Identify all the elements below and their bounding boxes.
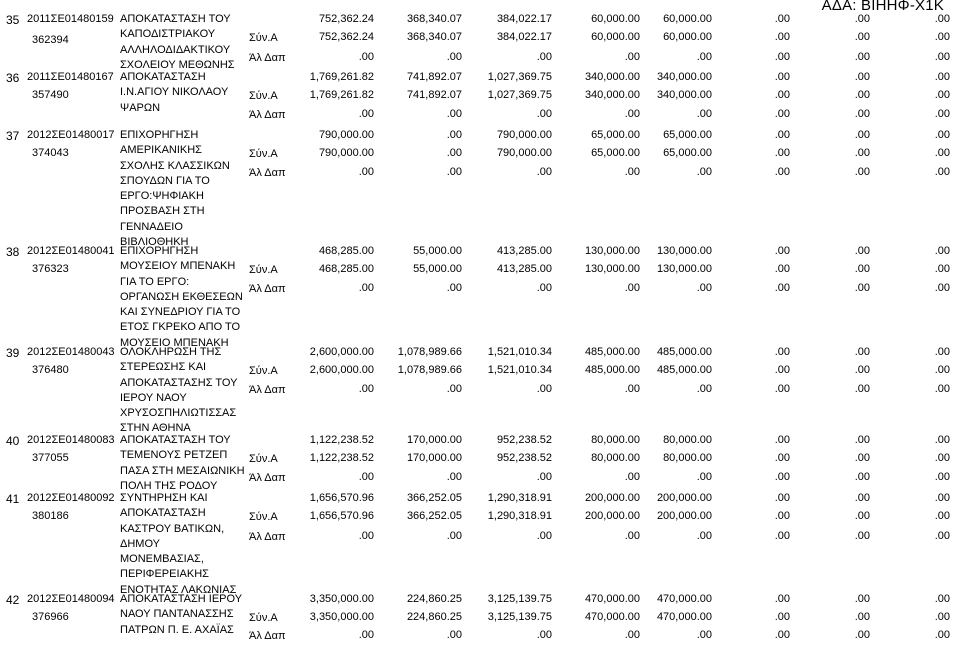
project-subcode: 380186 bbox=[32, 510, 69, 522]
row-label: Σύν.Α bbox=[249, 453, 278, 465]
row-label: Σύν.Α bbox=[249, 365, 278, 377]
amount-cell: .00 bbox=[446, 129, 462, 141]
amount-cell: .00 bbox=[774, 452, 790, 464]
project-code: 2012ΣΕ01480094 bbox=[27, 593, 115, 605]
amount-cell: .00 bbox=[854, 452, 870, 464]
amount-cell: .00 bbox=[774, 147, 790, 159]
amount-cell: .00 bbox=[854, 530, 870, 542]
amount-cell: 80,000.00 bbox=[663, 434, 712, 446]
project-code: 2012ΣΕ01480041 bbox=[27, 245, 115, 257]
amount-cell: 470,000.00 bbox=[656, 593, 712, 605]
project-description bbox=[120, 12, 248, 73]
row-label: Άλ Δαπ bbox=[249, 384, 286, 396]
amount-cell: 80,000.00 bbox=[591, 434, 640, 446]
amount-cell: .00 bbox=[854, 245, 870, 257]
description-line: ΕΤΟΣ ΓΚΡΕΚΟ ΑΠΟ ΤΟ bbox=[120, 321, 241, 334]
amount-cell: 65,000.00 bbox=[663, 147, 712, 159]
amount-cell: .00 bbox=[624, 629, 640, 641]
record-number: 41 bbox=[6, 492, 20, 506]
amount-cell: .00 bbox=[446, 51, 462, 63]
amount-cell: .00 bbox=[774, 492, 790, 504]
amount-cell: .00 bbox=[624, 471, 640, 483]
amount-cell: 1,027,369.75 bbox=[487, 89, 552, 101]
amount-cell: .00 bbox=[854, 108, 870, 120]
amount-cell: 952,238.52 bbox=[496, 434, 552, 446]
row-label: Σύν.Α bbox=[249, 264, 278, 276]
description-line: ΨΑΡΩΝ bbox=[120, 101, 161, 114]
amount-cell: 485,000.00 bbox=[656, 364, 712, 376]
amount-cell: 790,000.00 bbox=[318, 129, 374, 141]
description-line: ΑΠΟΚΑΤΑΣΤΑΣΗ ΤΟΥ bbox=[120, 434, 231, 446]
amount-cell: 468,285.00 bbox=[318, 263, 374, 275]
description-line: ΜΟΝΕΜΒΑΣΙΑΣ, bbox=[120, 553, 204, 566]
amount-cell: 790,000.00 bbox=[496, 129, 552, 141]
amount-cell: .00 bbox=[854, 629, 870, 641]
amount-cell: 366,252.05 bbox=[406, 510, 462, 522]
amount-cell: .00 bbox=[934, 13, 950, 25]
amount-cell: .00 bbox=[934, 629, 950, 641]
amount-cell: 340,000.00 bbox=[656, 71, 712, 83]
amount-cell: 130,000.00 bbox=[584, 245, 640, 257]
amount-cell: .00 bbox=[854, 282, 870, 294]
amount-cell: 224,860.25 bbox=[406, 611, 462, 623]
amount-cell: 200,000.00 bbox=[584, 492, 640, 504]
row-label: Άλ Δαπ bbox=[249, 283, 286, 295]
amount-cell: 1,027,369.75 bbox=[487, 71, 552, 83]
amount-cell: .00 bbox=[774, 71, 790, 83]
amount-cell: 1,078,989.66 bbox=[397, 364, 462, 376]
description-line: ΔΗΜΟΥ bbox=[120, 537, 160, 550]
description-line: ΣΥΝΤΗΡΗΣΗ ΚΑΙ bbox=[120, 492, 208, 504]
amount-cell: 2,600,000.00 bbox=[309, 346, 374, 358]
amount-cell: .00 bbox=[774, 530, 790, 542]
amount-cell: 741,892.07 bbox=[406, 89, 462, 101]
record-number: 39 bbox=[6, 346, 20, 360]
description-line: ΠΡΟΣΒΑΣΗ ΣΤΗ bbox=[120, 205, 205, 218]
amount-cell: .00 bbox=[774, 611, 790, 623]
amount-cell: .00 bbox=[934, 129, 950, 141]
amount-cell: .00 bbox=[696, 282, 712, 294]
amount-cell: .00 bbox=[624, 51, 640, 63]
amount-cell: 224,860.25 bbox=[406, 593, 462, 605]
record-number: 36 bbox=[6, 71, 20, 85]
amount-cell: 1,122,238.52 bbox=[309, 434, 374, 446]
description-line: ΜΟΥΣΕΙΟ ΜΠΕΝΑΚΗ bbox=[120, 336, 229, 349]
amount-cell: 340,000.00 bbox=[584, 71, 640, 83]
project-subcode: 376480 bbox=[32, 364, 69, 376]
project-description bbox=[120, 433, 248, 494]
amount-cell: 200,000.00 bbox=[656, 492, 712, 504]
amount-cell: 65,000.00 bbox=[591, 129, 640, 141]
project-code: 2012ΣΕ01480083 bbox=[27, 434, 115, 446]
project-subcode: 374043 bbox=[32, 147, 69, 159]
amount-cell: .00 bbox=[854, 346, 870, 358]
amount-cell: 80,000.00 bbox=[591, 452, 640, 464]
amount-cell: .00 bbox=[774, 166, 790, 178]
amount-cell: .00 bbox=[446, 108, 462, 120]
record-number: 40 bbox=[6, 434, 20, 448]
amount-cell: 3,125,139.75 bbox=[487, 611, 552, 623]
amount-cell: 752,362.24 bbox=[318, 13, 374, 25]
amount-cell: .00 bbox=[774, 471, 790, 483]
description-line: ΓΕΝΝΑΔΕΙΟ bbox=[120, 220, 183, 233]
amount-cell: 60,000.00 bbox=[663, 31, 712, 43]
project-code: 2011ΣΕ01480167 bbox=[27, 71, 114, 83]
amount-cell: .00 bbox=[358, 166, 374, 178]
row-label: Άλ Δαπ bbox=[249, 52, 286, 64]
description-line: ΓΙΑ ΤΟ ΕΡΓΟ: bbox=[120, 275, 190, 288]
ada-code: ΑΔΑ: ΒΙΗΗΦ-Χ1Κ bbox=[821, 0, 944, 14]
amount-cell: .00 bbox=[774, 263, 790, 275]
description-line: ΑΠΟΚΑΤΑΣΤΑΣΗ ΤΟΥ bbox=[120, 13, 231, 25]
amount-cell: .00 bbox=[854, 611, 870, 623]
description-line: ΠΑΣΑ ΣΤΗ ΜΕΣΑΙΩΝΙΚΗ bbox=[120, 464, 245, 477]
amount-cell: .00 bbox=[774, 31, 790, 43]
amount-cell: .00 bbox=[536, 108, 552, 120]
amount-cell: .00 bbox=[934, 383, 950, 395]
amount-cell: 1,290,318.91 bbox=[487, 510, 552, 522]
row-label: Σύν.Α bbox=[249, 32, 278, 44]
description-line: ΒΙΒΛΙΟΘΗΚΗ bbox=[120, 236, 189, 249]
amount-cell: 60,000.00 bbox=[663, 13, 712, 25]
description-line: ΑΛΛΗΛΟΔΙΔΑΚΤΙΚΟΥ bbox=[120, 43, 231, 56]
amount-cell: .00 bbox=[854, 263, 870, 275]
amount-cell: .00 bbox=[774, 383, 790, 395]
project-description bbox=[120, 128, 248, 250]
description-line: ΕΠΙΧΟΡΗΓΗΣΗ bbox=[120, 129, 199, 141]
description-line: ΑΠΟΚΑΤΑΣΤΑΣΗ bbox=[120, 71, 206, 83]
amount-cell: 80,000.00 bbox=[663, 452, 712, 464]
amount-cell: .00 bbox=[624, 166, 640, 178]
project-description bbox=[120, 592, 248, 638]
description-line: ΠΑΤΡΩΝ Π. Ε. ΑΧΑΪΑΣ bbox=[120, 623, 234, 636]
amount-cell: .00 bbox=[934, 89, 950, 101]
amount-cell: .00 bbox=[358, 471, 374, 483]
description-line: ΧΡΥΣΟΣΠΗΛΙΩΤΙΣΣΑΣ bbox=[120, 407, 237, 420]
amount-cell: 1,521,010.34 bbox=[487, 346, 552, 358]
amount-cell: .00 bbox=[536, 383, 552, 395]
description-line: ΣΧΟΛΕΙΟΥ ΜΕΘΩΝΗΣ bbox=[120, 58, 235, 71]
amount-cell: 1,078,989.66 bbox=[397, 346, 462, 358]
amount-cell: 130,000.00 bbox=[656, 245, 712, 257]
description-line: ΟΡΓΑΝΩΣΗ ΕΚΘΕΣΕΩΝ bbox=[120, 290, 243, 303]
row-label: Σύν.Α bbox=[249, 511, 278, 523]
amount-cell: .00 bbox=[774, 282, 790, 294]
amount-cell: .00 bbox=[934, 471, 950, 483]
amount-cell: .00 bbox=[854, 593, 870, 605]
description-line: ΚΑΠΟΔΙΣΤΡΙΑΚΟΥ bbox=[120, 28, 216, 41]
description-line: ΣΧΟΛΗΣ ΚΛΑΣΣΙΚΩΝ bbox=[120, 159, 230, 172]
project-subcode: 357490 bbox=[32, 89, 69, 101]
amount-cell: .00 bbox=[536, 471, 552, 483]
amount-cell: .00 bbox=[774, 245, 790, 257]
amount-cell: .00 bbox=[696, 471, 712, 483]
project-code: 2011ΣΕ01480159 bbox=[27, 13, 114, 25]
description-line: ΠΟΛΗ ΤΗΣ ΡΟΔΟΥ bbox=[120, 479, 218, 492]
amount-cell: 170,000.00 bbox=[406, 452, 462, 464]
amount-cell: 340,000.00 bbox=[656, 89, 712, 101]
amount-cell: 790,000.00 bbox=[318, 147, 374, 159]
amount-cell: .00 bbox=[934, 263, 950, 275]
amount-cell: 130,000.00 bbox=[656, 263, 712, 275]
description-line: ΕΝΟΤΗΤΑΣ ΛΑΚΩΝΙΑΣ bbox=[120, 583, 237, 596]
amount-cell: .00 bbox=[446, 166, 462, 178]
project-description bbox=[120, 491, 248, 598]
amount-cell: .00 bbox=[934, 31, 950, 43]
amount-cell: .00 bbox=[358, 108, 374, 120]
amount-cell: .00 bbox=[696, 383, 712, 395]
description-line: ΑΠΟΚΑΤΑΣΤΑΣΗ bbox=[120, 507, 206, 520]
amount-cell: .00 bbox=[624, 530, 640, 542]
description-line: ΑΠΟΚΑΤΑΣΤΑΣΗΣ ΤΟΥ bbox=[120, 376, 238, 389]
amount-cell: 741,892.07 bbox=[406, 71, 462, 83]
amount-cell: 752,362.24 bbox=[318, 31, 374, 43]
amount-cell: 952,238.52 bbox=[496, 452, 552, 464]
amount-cell: 130,000.00 bbox=[584, 263, 640, 275]
amount-cell: .00 bbox=[774, 434, 790, 446]
amount-cell: .00 bbox=[446, 282, 462, 294]
amount-cell: 200,000.00 bbox=[584, 510, 640, 522]
amount-cell: .00 bbox=[446, 147, 462, 159]
project-subcode: 377055 bbox=[32, 452, 69, 464]
description-line: ΠΕΡΙΦΕΡΕΙΑΚΗΣ bbox=[120, 568, 209, 581]
amount-cell: .00 bbox=[854, 129, 870, 141]
project-subcode: 376966 bbox=[32, 611, 69, 623]
amount-cell: 1,656,570.96 bbox=[309, 510, 374, 522]
amount-cell: 468,285.00 bbox=[318, 245, 374, 257]
description-line: ΜΟΥΣΕΙΟΥ ΜΠΕΝΑΚΗ bbox=[120, 260, 236, 273]
amount-cell: .00 bbox=[446, 471, 462, 483]
amount-cell: 485,000.00 bbox=[584, 346, 640, 358]
amount-cell: .00 bbox=[854, 510, 870, 522]
amount-cell: .00 bbox=[536, 51, 552, 63]
record-number: 38 bbox=[6, 245, 20, 259]
amount-cell: .00 bbox=[774, 629, 790, 641]
description-line: ΕΡΓΟ:ΨΗΦΙΑΚΗ bbox=[120, 190, 204, 203]
amount-cell: .00 bbox=[446, 530, 462, 542]
description-line: ΣΤΕΡΕΩΣΗΣ ΚΑΙ bbox=[120, 361, 207, 374]
amount-cell: 413,285.00 bbox=[496, 245, 552, 257]
row-label: Άλ Δαπ bbox=[249, 109, 286, 121]
amount-cell: .00 bbox=[934, 346, 950, 358]
amount-cell: .00 bbox=[774, 593, 790, 605]
amount-cell: .00 bbox=[934, 166, 950, 178]
amount-cell: .00 bbox=[934, 492, 950, 504]
amount-cell: .00 bbox=[536, 530, 552, 542]
amount-cell: .00 bbox=[774, 51, 790, 63]
amount-cell: .00 bbox=[774, 364, 790, 376]
amount-cell: .00 bbox=[446, 383, 462, 395]
amount-cell: .00 bbox=[854, 434, 870, 446]
record-number: 37 bbox=[6, 129, 20, 143]
amount-cell: .00 bbox=[854, 471, 870, 483]
amount-cell: .00 bbox=[854, 383, 870, 395]
project-subcode: 376323 bbox=[32, 263, 69, 275]
amount-cell: .00 bbox=[696, 108, 712, 120]
amount-cell: .00 bbox=[854, 166, 870, 178]
amount-cell: .00 bbox=[696, 629, 712, 641]
amount-cell: .00 bbox=[624, 108, 640, 120]
project-subcode: 362394 bbox=[32, 34, 69, 46]
amount-cell: 1,769,261.82 bbox=[309, 89, 374, 101]
row-label: Σύν.Α bbox=[249, 148, 278, 160]
amount-cell: 384,022.17 bbox=[496, 31, 552, 43]
amount-cell: 485,000.00 bbox=[584, 364, 640, 376]
description-line: ΤΕΜΕΝΟΥΣ ΡΕΤΖΕΠ bbox=[120, 449, 228, 462]
amount-cell: 65,000.00 bbox=[663, 129, 712, 141]
amount-cell: .00 bbox=[854, 147, 870, 159]
amount-cell: 1,656,570.96 bbox=[309, 492, 374, 504]
amount-cell: 413,285.00 bbox=[496, 263, 552, 275]
amount-cell: 384,022.17 bbox=[496, 13, 552, 25]
amount-cell: .00 bbox=[774, 510, 790, 522]
project-description bbox=[120, 244, 248, 351]
amount-cell: 366,252.05 bbox=[406, 492, 462, 504]
amount-cell: .00 bbox=[624, 383, 640, 395]
amount-cell: .00 bbox=[934, 611, 950, 623]
amount-cell: .00 bbox=[934, 434, 950, 446]
amount-cell: .00 bbox=[358, 629, 374, 641]
description-line: ΣΤΗΝ ΑΘΗΝΑ bbox=[120, 422, 191, 435]
amount-cell: .00 bbox=[358, 383, 374, 395]
row-label: Σύν.Α bbox=[249, 612, 278, 624]
amount-cell: 485,000.00 bbox=[656, 346, 712, 358]
amount-cell: .00 bbox=[446, 629, 462, 641]
amount-cell: 55,000.00 bbox=[413, 245, 462, 257]
amount-cell: 65,000.00 bbox=[591, 147, 640, 159]
amount-cell: 470,000.00 bbox=[656, 611, 712, 623]
amount-cell: .00 bbox=[854, 13, 870, 25]
amount-cell: 470,000.00 bbox=[584, 593, 640, 605]
project-description bbox=[120, 70, 248, 116]
amount-cell: .00 bbox=[934, 452, 950, 464]
amount-cell: 340,000.00 bbox=[584, 89, 640, 101]
amount-cell: .00 bbox=[774, 129, 790, 141]
amount-cell: .00 bbox=[934, 71, 950, 83]
row-label: Άλ Δαπ bbox=[249, 531, 286, 543]
amount-cell: 3,350,000.00 bbox=[309, 611, 374, 623]
amount-cell: 3,350,000.00 bbox=[309, 593, 374, 605]
amount-cell: 170,000.00 bbox=[406, 434, 462, 446]
amount-cell: .00 bbox=[774, 89, 790, 101]
amount-cell: .00 bbox=[934, 364, 950, 376]
amount-cell: .00 bbox=[696, 51, 712, 63]
amount-cell: .00 bbox=[696, 530, 712, 542]
description-line: Ι.Ν.ΑΓΙΟΥ ΝΙΚΟΛΑΟΥ bbox=[120, 86, 229, 99]
amount-cell: .00 bbox=[854, 89, 870, 101]
description-line: ΑΜΕΡΙΚΑΝΙΚΗΣ bbox=[120, 144, 202, 157]
amount-cell: .00 bbox=[358, 530, 374, 542]
record-number: 42 bbox=[6, 593, 20, 607]
row-label: Σύν.Α bbox=[249, 90, 278, 102]
project-description bbox=[120, 345, 248, 437]
description-line: ΚΑΣΤΡΟΥ ΒΑΤΙΚΩΝ, bbox=[120, 522, 225, 535]
amount-cell: 368,340.07 bbox=[406, 13, 462, 25]
amount-cell: 470,000.00 bbox=[584, 611, 640, 623]
amount-cell: .00 bbox=[934, 510, 950, 522]
amount-cell: .00 bbox=[774, 346, 790, 358]
amount-cell: .00 bbox=[854, 51, 870, 63]
amount-cell: .00 bbox=[934, 51, 950, 63]
amount-cell: 60,000.00 bbox=[591, 31, 640, 43]
amount-cell: .00 bbox=[854, 492, 870, 504]
amount-cell: .00 bbox=[536, 166, 552, 178]
amount-cell: .00 bbox=[774, 108, 790, 120]
amount-cell: .00 bbox=[854, 31, 870, 43]
amount-cell: .00 bbox=[696, 166, 712, 178]
record-number: 35 bbox=[6, 13, 20, 27]
description-line: ΣΠΟΥΔΩΝ ΓΙΑ ΤΟ bbox=[120, 174, 210, 187]
amount-cell: 200,000.00 bbox=[656, 510, 712, 522]
amount-cell: .00 bbox=[934, 245, 950, 257]
amount-cell: .00 bbox=[774, 13, 790, 25]
project-code: 2012ΣΕ01480017 bbox=[27, 129, 115, 141]
amount-cell: .00 bbox=[934, 147, 950, 159]
amount-cell: 60,000.00 bbox=[591, 13, 640, 25]
amount-cell: 790,000.00 bbox=[496, 147, 552, 159]
amount-cell: .00 bbox=[536, 629, 552, 641]
project-code: 2012ΣΕ01480092 bbox=[27, 492, 115, 504]
amount-cell: .00 bbox=[536, 282, 552, 294]
amount-cell: 1,769,261.82 bbox=[309, 71, 374, 83]
amount-cell: 1,521,010.34 bbox=[487, 364, 552, 376]
amount-cell: .00 bbox=[358, 282, 374, 294]
amount-cell: .00 bbox=[854, 71, 870, 83]
description-line: ΚΑΙ ΣΥΝΕΔΡΙΟΥ ΓΙΑ ΤΟ bbox=[120, 306, 241, 319]
amount-cell: .00 bbox=[934, 530, 950, 542]
description-line: ΝΑΟΥ ΠΑΝΤΑΝΑΣΣΗΣ bbox=[120, 608, 234, 621]
project-code: 2012ΣΕ01480043 bbox=[27, 346, 115, 358]
amount-cell: 2,600,000.00 bbox=[309, 364, 374, 376]
amount-cell: .00 bbox=[934, 593, 950, 605]
amount-cell: 1,290,318.91 bbox=[487, 492, 552, 504]
amount-cell: 3,125,139.75 bbox=[487, 593, 552, 605]
amount-cell: .00 bbox=[358, 51, 374, 63]
amount-cell: .00 bbox=[624, 282, 640, 294]
amount-cell: 368,340.07 bbox=[406, 31, 462, 43]
amount-cell: 55,000.00 bbox=[413, 263, 462, 275]
description-line: ΕΠΙΧΟΡΗΓΗΣΗ bbox=[120, 245, 199, 257]
description-line: ΙΕΡΟΥ ΝΑΟΥ bbox=[120, 391, 187, 404]
description-line: ΑΠΟΚΑΤΑΣΤΑΣΗ ΙΕΡΟΥ bbox=[120, 593, 243, 605]
amount-cell: 1,122,238.52 bbox=[309, 452, 374, 464]
amount-cell: .00 bbox=[934, 282, 950, 294]
amount-cell: .00 bbox=[934, 108, 950, 120]
row-label: Άλ Δαπ bbox=[249, 472, 286, 484]
amount-cell: .00 bbox=[854, 364, 870, 376]
description-line: ΟΛΟΚΛΗΡΩΣΗ ΤΗΣ bbox=[120, 346, 222, 358]
row-label: Άλ Δαπ bbox=[249, 167, 286, 179]
row-label: Άλ Δαπ bbox=[249, 630, 286, 642]
